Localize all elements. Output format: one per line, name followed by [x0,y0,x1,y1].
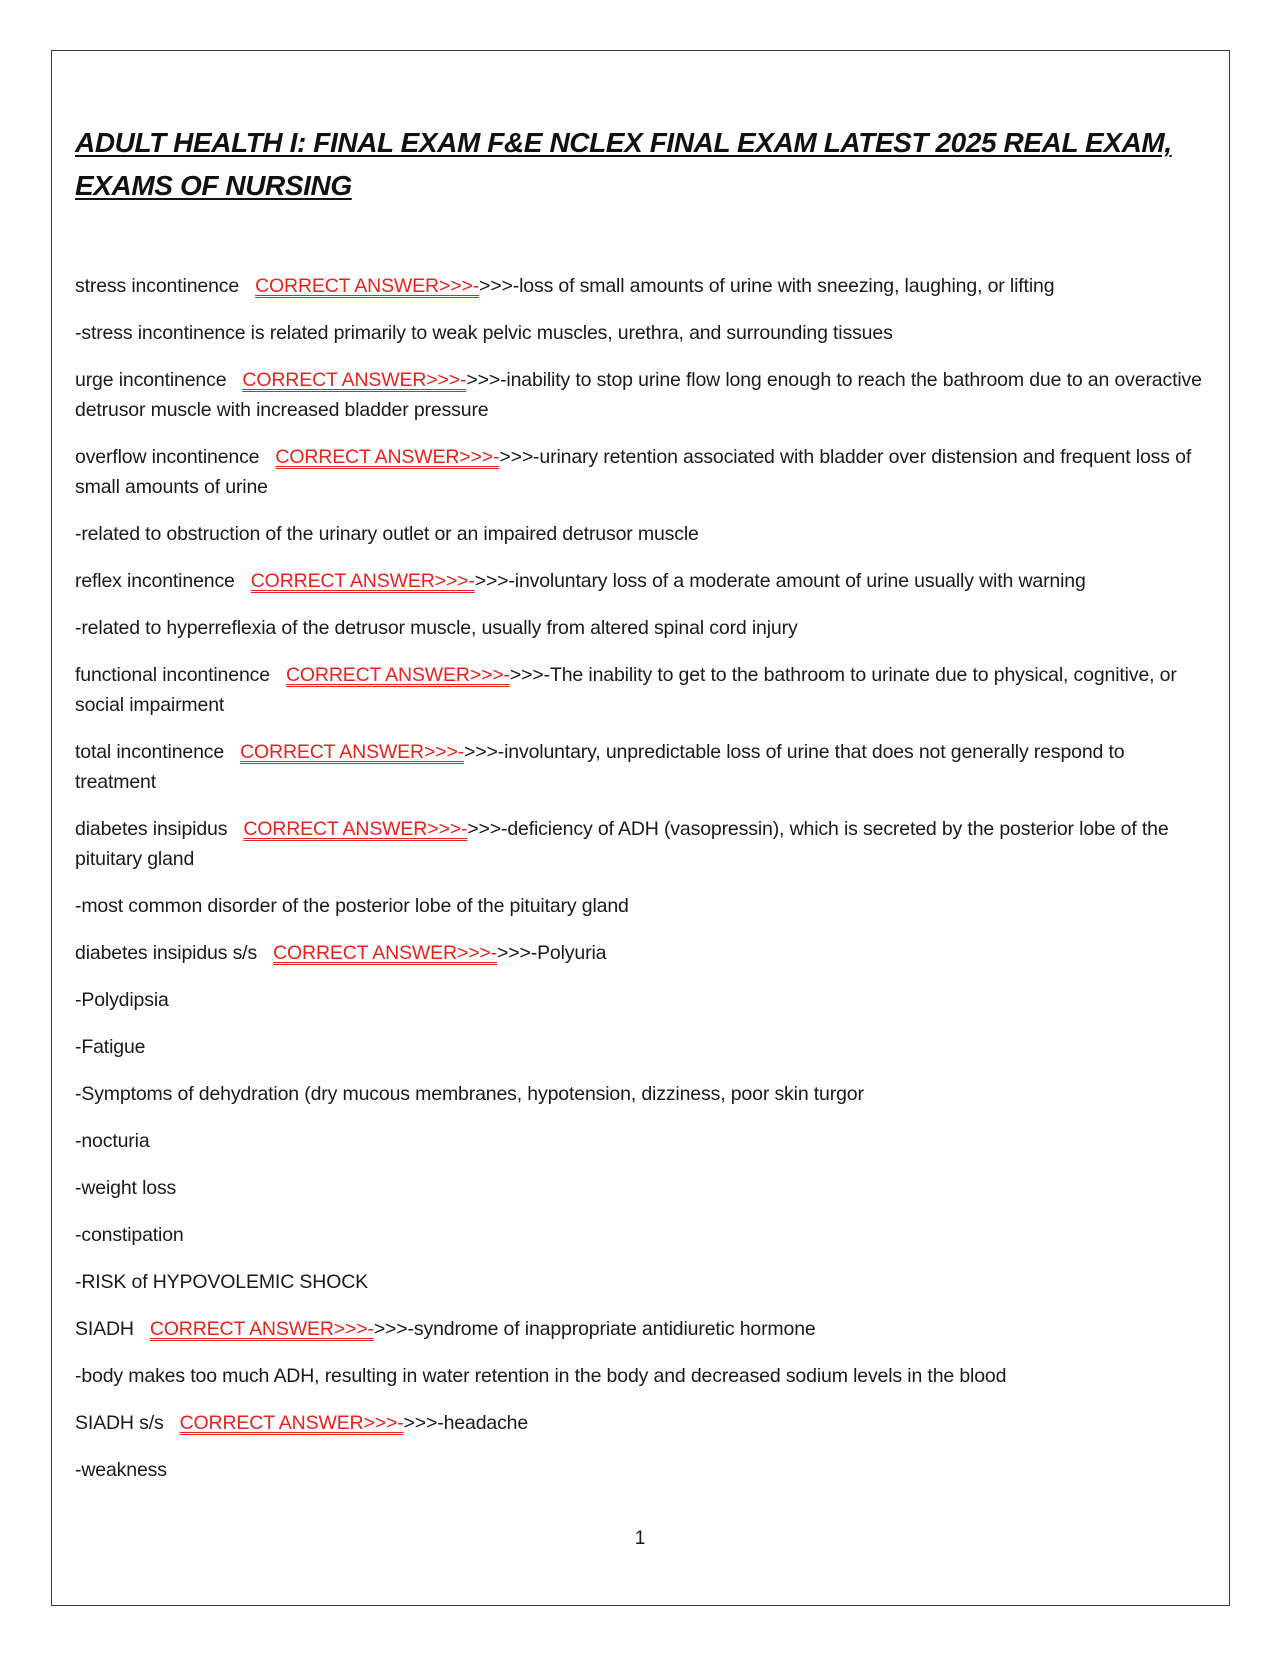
correct-answer-tag: CORRECT ANSWER>>>- [255,275,480,297]
note-line: -body makes too much ADH, resulting in water retention in the body and decreased sodium levels in the blood [75,1365,1007,1387]
entry-answer: >>>-involuntary loss of a moderate amount of urine usually with warning [474,570,1086,592]
entry-term: functional incontinence [75,664,270,686]
correct-answer-tag: CORRECT ANSWER>>>- [179,1412,404,1434]
document-title: ADULT HEALTH I: FINAL EXAM F&E NCLEX FINAL EXAM LATEST 2025 REAL EXAM, EXAMS OF NURSING [75,127,1172,201]
qa-entry [75,737,1210,797]
note-line: -Fatigue [75,1036,146,1058]
entry-term: SIADH [75,1318,134,1340]
qa-entry [75,271,1210,301]
entry-term: urge incontinence [75,369,227,391]
entry-answer: >>>-headache [403,1412,529,1434]
correct-answer-tag: CORRECT ANSWER>>>- [273,942,498,964]
correct-answer-tag: CORRECT ANSWER>>>- [285,664,510,686]
qa-entry [75,938,1210,968]
entry-term: stress incontinence [75,275,240,297]
entry-answer: >>>-deficiency of ADH (vasopressin), which is secreted by the posterior lobe of the pituitary gland [75,818,1169,870]
entry-answer: >>>-Polyuria [497,942,607,964]
entry-answer: >>>-syndrome of inappropriate antidiuretic hormone [373,1318,816,1340]
correct-answer-tag: CORRECT ANSWER>>>- [242,369,467,391]
page-number: 1 [634,1528,646,1549]
entry-answer: >>>-urinary retention associated with bladder over distension and frequent loss of small amounts of urine [75,446,1192,498]
note-line: -RISK of HYPOVOLEMIC SHOCK [75,1271,368,1293]
correct-answer-tag: CORRECT ANSWER>>>- [250,570,475,592]
note-line: -related to obstruction of the urinary outlet or an impaired detrusor muscle [75,523,699,545]
entry-answer: >>>-inability to stop urine flow long enough to reach the bathroom due to an overactive detrusor muscle with increased bladder pressure [75,369,1202,421]
entry-term: reflex incontinence [75,570,235,592]
qa-entry [75,365,1210,425]
note-line: -weakness [75,1459,167,1481]
qa-entry [75,1314,1210,1344]
entry-answer: >>>-The inability to get to the bathroom to urinate due to physical, cognitive, or social impairment [75,664,1177,716]
note-line: -weight loss [75,1177,177,1199]
qa-entry [75,442,1210,502]
entry-term: SIADH s/s [75,1412,164,1434]
correct-answer-tag: CORRECT ANSWER>>>- [243,818,468,840]
note-line: -Polydipsia [75,989,169,1011]
note-line: -Symptoms of dehydration (dry mucous membranes, hypotension, dizziness, poor skin turgor [75,1083,864,1105]
entry-term: diabetes insipidus [75,818,228,840]
note-line: -constipation [75,1224,184,1246]
note-line: -most common disorder of the posterior lobe of the pituitary gland [75,895,629,917]
entry-answer: >>>-involuntary, unpredictable loss of urine that does not generally respond to treatment [75,741,1125,793]
qa-entry [75,814,1210,874]
document-body [75,121,1210,1502]
qa-entry [75,566,1210,596]
note-line: -related to hyperreflexia of the detrusor muscle, usually from altered spinal cord injury [75,617,798,639]
entries-list [75,271,1210,1485]
note-line: -nocturia [75,1130,150,1152]
entry-term: overflow incontinence [75,446,260,468]
note-line: -stress incontinence is related primarily to weak pelvic muscles, urethra, and surrounding tissues [75,322,893,344]
correct-answer-tag: CORRECT ANSWER>>>- [149,1318,374,1340]
correct-answer-tag: CORRECT ANSWER>>>- [240,741,465,763]
qa-entry [75,1408,1210,1438]
correct-answer-tag: CORRECT ANSWER>>>- [275,446,500,468]
entry-term: total incontinence [75,741,225,763]
entry-term: diabetes insipidus s/s [75,942,258,964]
qa-entry [75,660,1210,720]
entry-answer: >>>-loss of small amounts of urine with sneezing, laughing, or lifting [479,275,1055,297]
